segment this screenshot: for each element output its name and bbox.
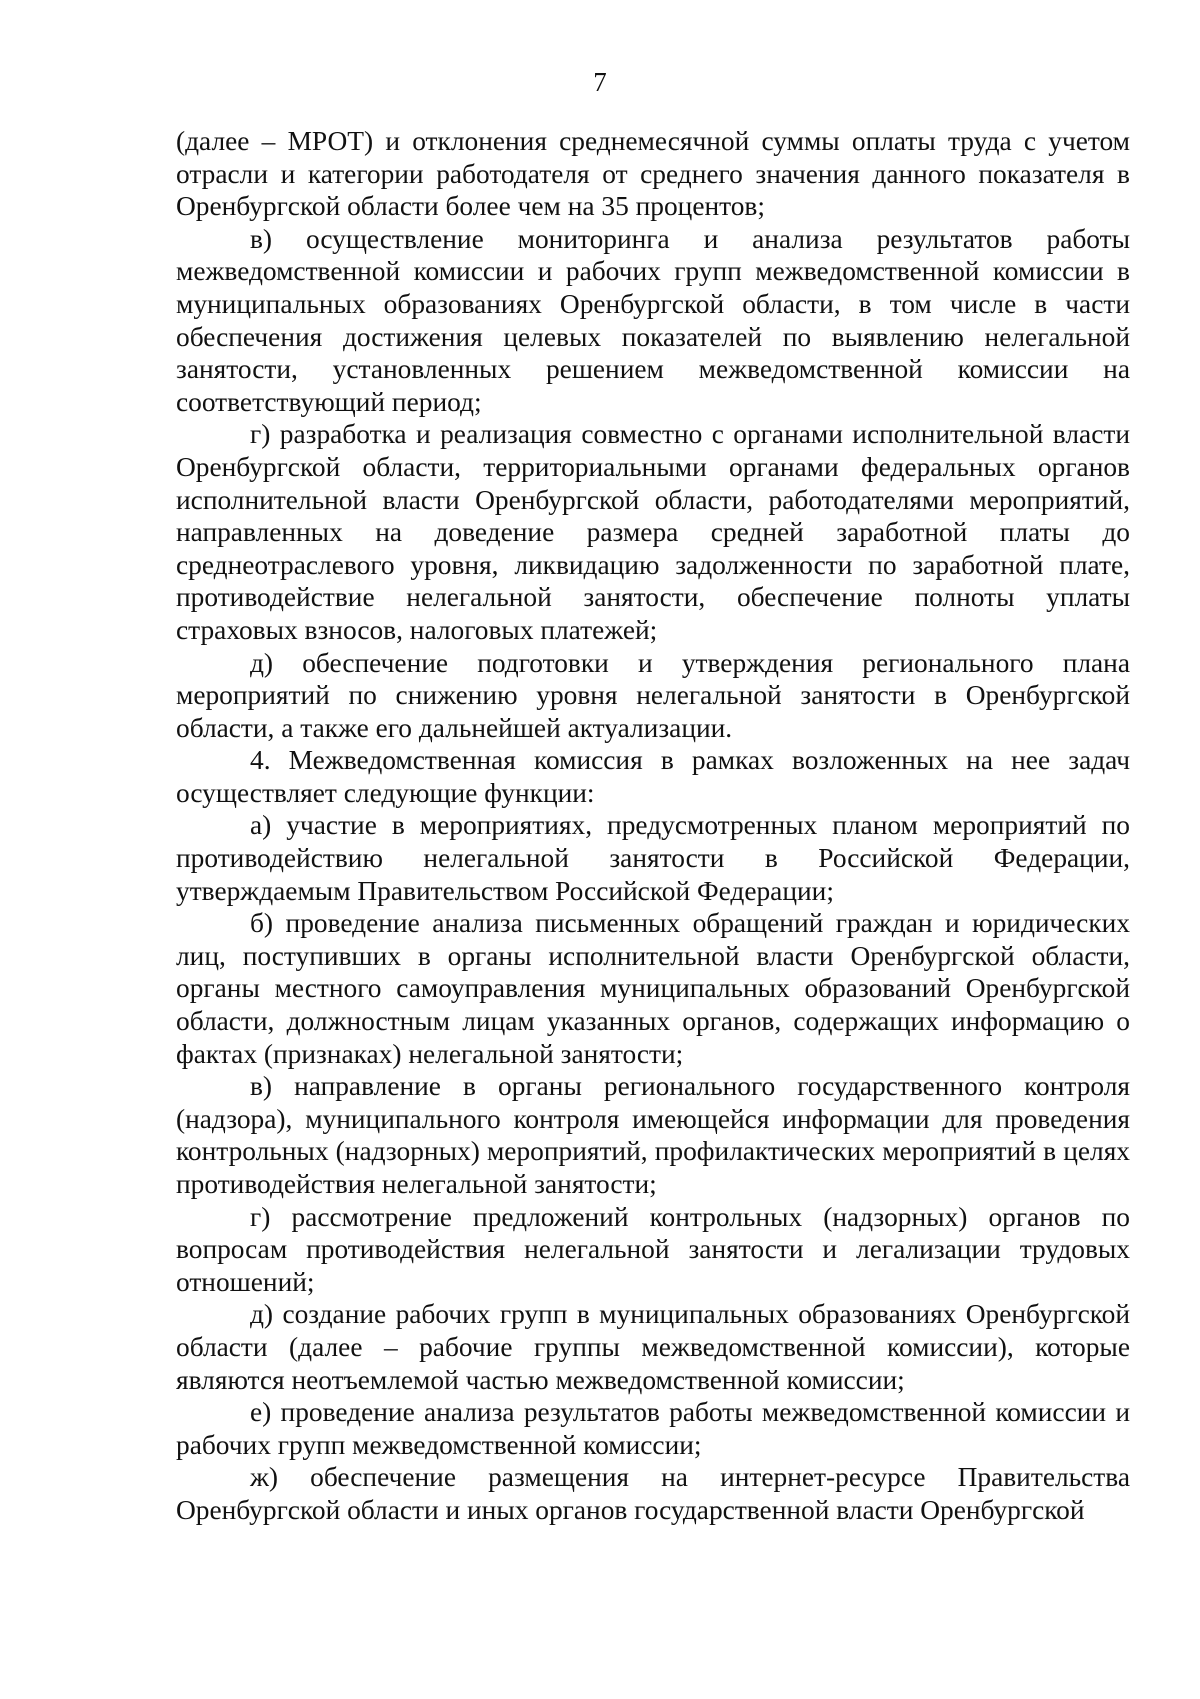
paragraph-item-3d: д) обеспечение подготовки и утверждения регионального плана мероприятий по снижению уровня нелегальной занятости в Оренбургской области, а также его дальнейшей актуализации. xyxy=(176,647,1130,743)
paragraph-item-3g: г) разработка и реализация совместно с органами исполнительной власти Оренбургской области, территориальными органами федеральных органов исполнительной власти Оренбургской области, работодателями мероприятий, направленных на доведение размера средней заработной платы до среднеотраслевого уровня, ликвидацию задолженности по заработной плате, противодействие нелегальной занятости, обеспечение полноты уплаты страховых взносов, налоговых платежей; xyxy=(176,419,1130,645)
paragraph-item-4g: г) рассмотрение предложений контрольных (надзорных) органов по вопросам противодействия нелегальной занятости и легализации трудовых отношений; xyxy=(176,1201,1130,1297)
paragraph-item-3v: в) осуществление мониторинга и анализа результатов работы межведомственной комиссии и рабочих групп межведомственной комиссии в муниципальных образованиях Оренбургской области, в том числе в части обеспечения достижения целевых показателей по выявлению нелегальной занятости, установленных решением межведомственной комиссии на соответствующий период; xyxy=(176,223,1130,417)
paragraph-item-4e: е) проведение анализа результатов работы межведомственной комиссии и рабочих групп межведомственной комиссии; xyxy=(176,1397,1130,1460)
paragraph-section-4: 4. Межведомственная комиссия в рамках возложенных на нее задач осуществляет следующие функции: xyxy=(176,745,1130,808)
paragraph-item-4v: в) направление в органы регионального государственного контроля (надзора), муниципального контроля имеющейся информации для проведения контрольных (надзорных) мероприятий, профилактических мероприятий в целях противодействия нелегальной занятости; xyxy=(176,1071,1130,1199)
paragraph-item-4a: а) участие в мероприятиях, предусмотренных планом мероприятий по противодействию нелегальной занятости в Российской Федерации, утверждаемым Правительством Российской Федерации; xyxy=(176,810,1130,906)
paragraph-item-4d: д) создание рабочих групп в муниципальных образованиях Оренбургской области (далее – рабочие группы межведомственной комиссии), которые являются неотъемлемой частью межведомственной комиссии; xyxy=(176,1299,1130,1395)
paragraph-continuation: (далее – МРОТ) и отклонения среднемесячной суммы оплаты труда с учетом отрасли и категории работодателя от среднего значения данного показателя в Оренбургской области более чем на 35 процентов; xyxy=(176,126,1130,222)
document-body xyxy=(176,125,1130,1527)
page-number: 7 xyxy=(593,67,607,97)
paragraph-item-4b: б) проведение анализа письменных обращений граждан и юридических лиц, поступивших в органы исполнительной власти Оренбургской области, органы местного самоуправления муниципальных образований Оренбургской области, должностным лицам указанных органов, содержащих информацию о фактах (признаках) нелегальной занятости; xyxy=(176,908,1130,1069)
paragraph-item-4zh: ж) обеспечение размещения на интернет-ресурсе Правительства Оренбургской области и иных органов государственной власти Оренбургской xyxy=(176,1462,1130,1525)
